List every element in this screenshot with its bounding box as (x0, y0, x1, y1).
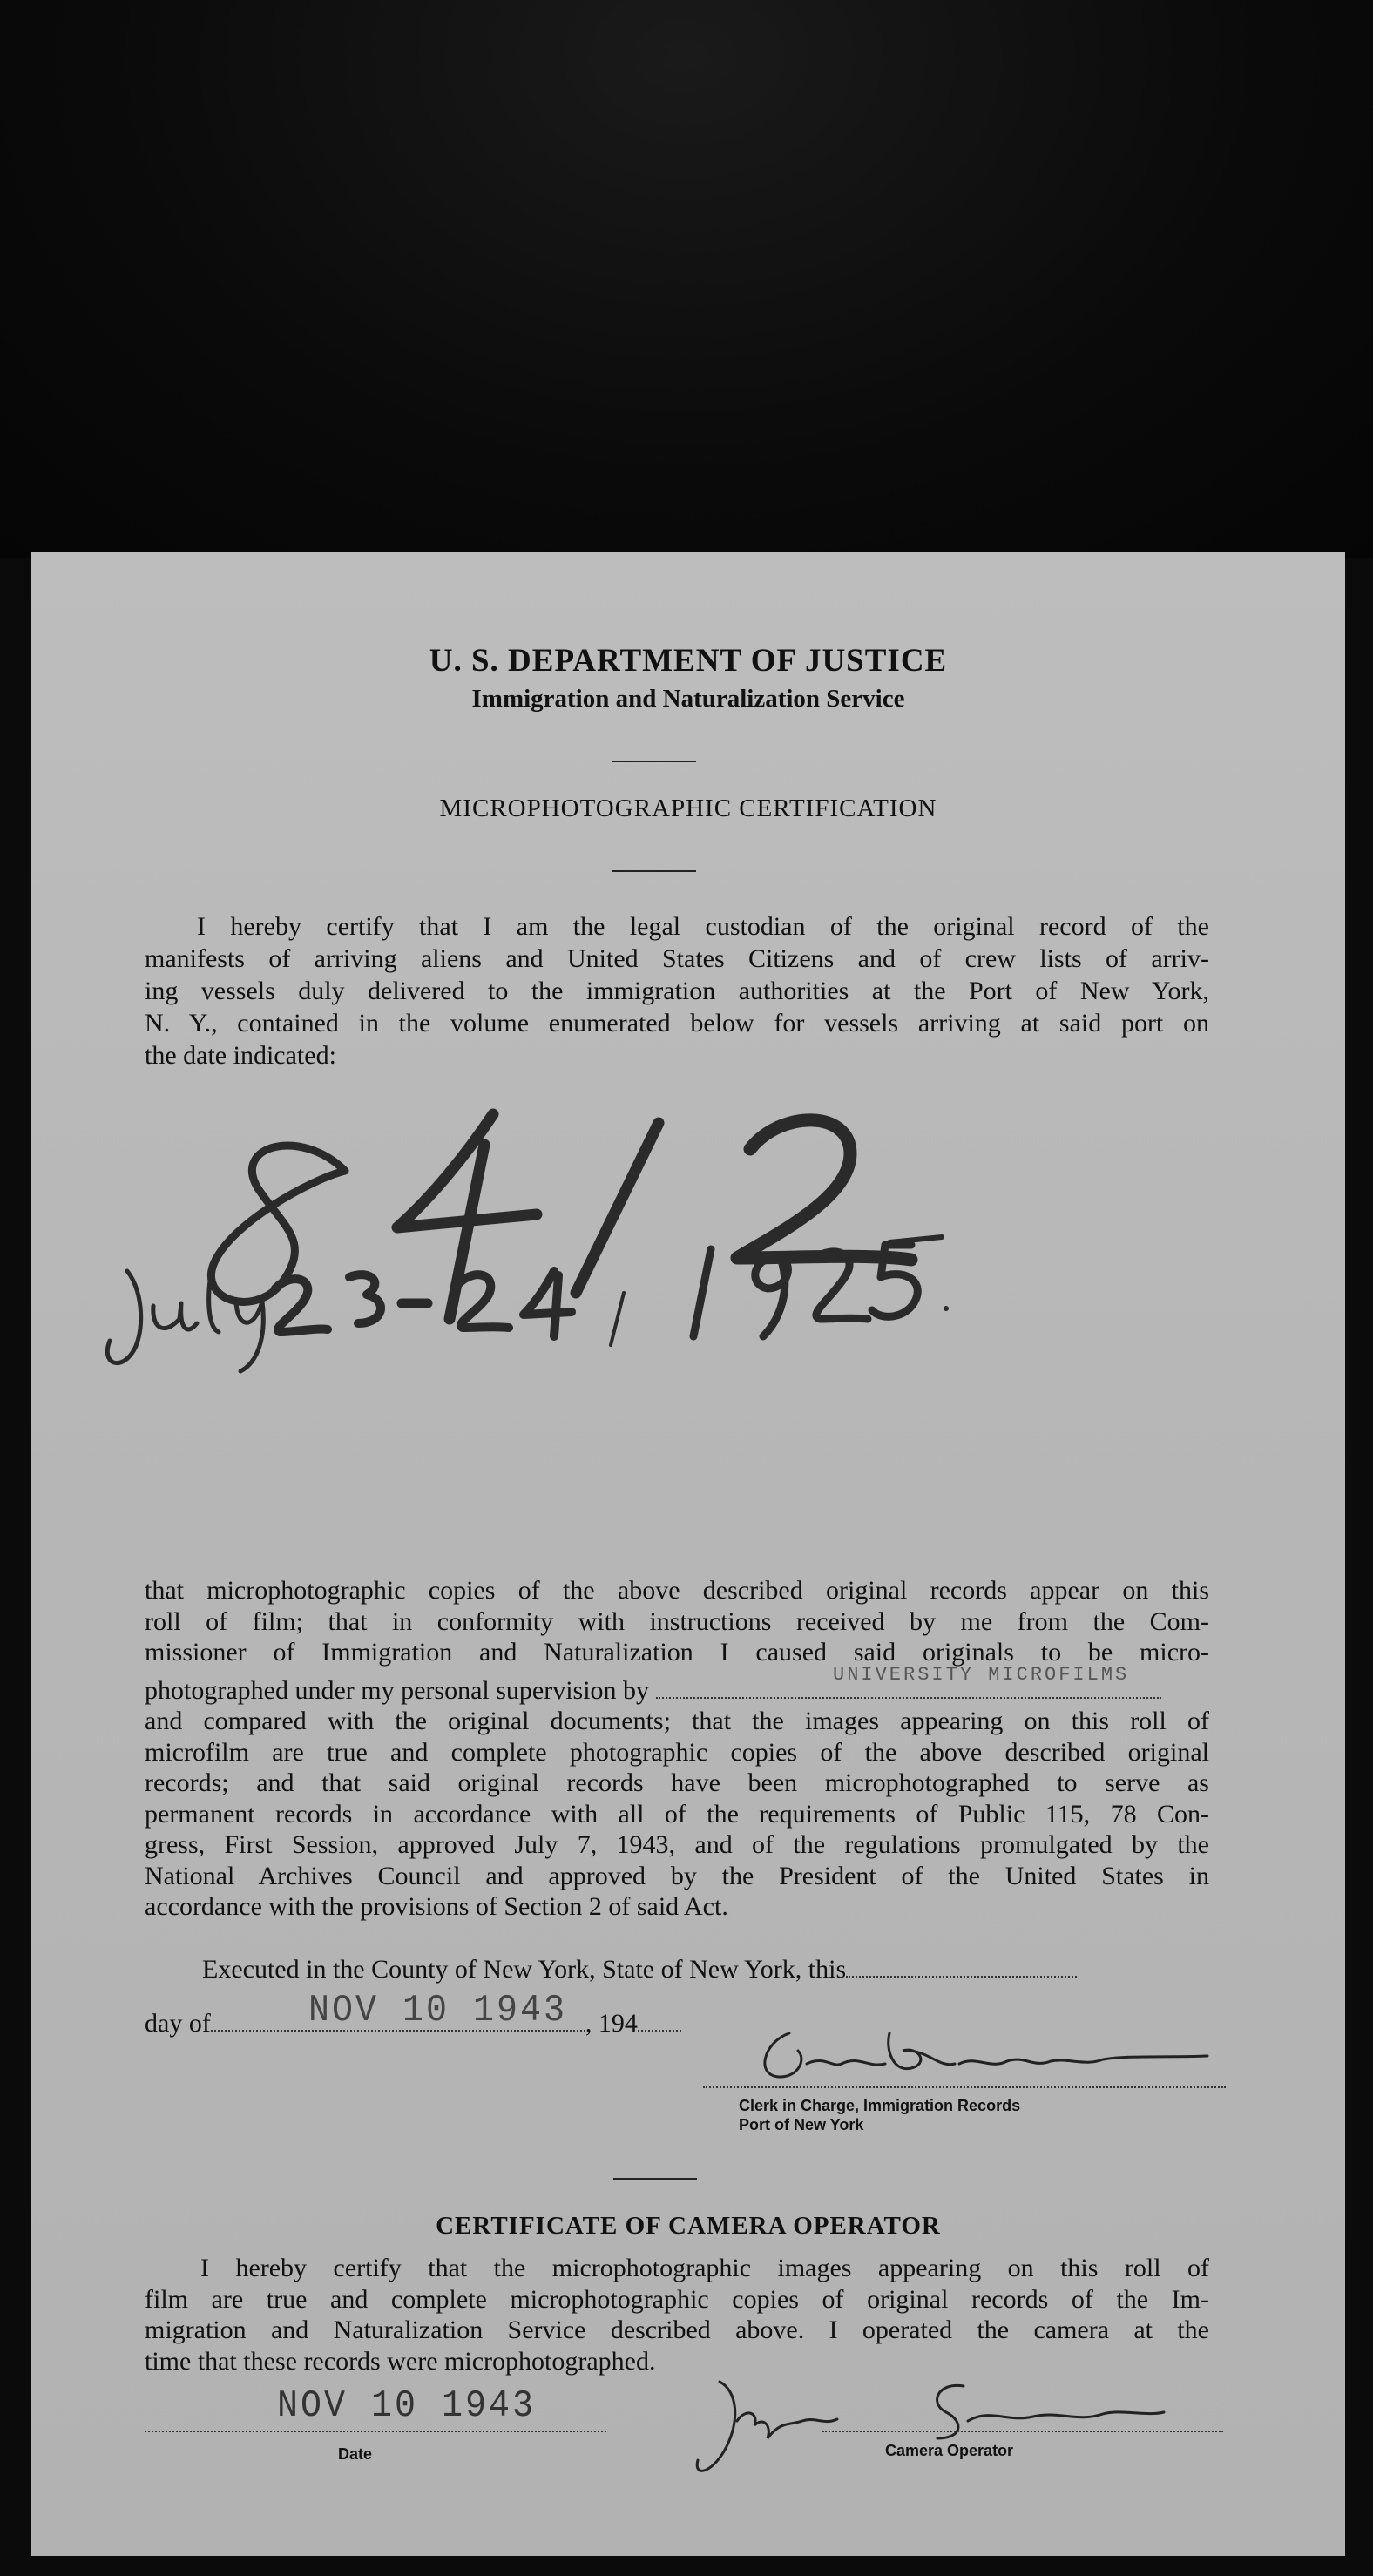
camera-date-stamp: NOV 10 1943 (277, 2384, 537, 2429)
clerk-title: Clerk in Charge, Immigration Records (739, 2097, 1021, 2114)
intro-line: manifests of arriving aliens and United States Citizens and of crew lists of arriv- (145, 944, 1209, 973)
intro-line: the date indicated: (145, 1041, 336, 1070)
executed-text: Executed in the County of New York, State of New York, this (202, 1955, 847, 1984)
supervisor-stamp: UNIVERSITY MICROFILMS (833, 1663, 1130, 1686)
camera-operator-heading: CERTIFICATE OF CAMERA OPERATOR (436, 2212, 941, 2240)
header-divider (612, 761, 696, 762)
body-line: accordance with the provisions of Section 2 of said Act. (145, 1892, 728, 1921)
intro-paragraph (145, 910, 1209, 1072)
clerk-location: Port of New York (739, 2116, 864, 2133)
certification-paragraph (145, 1575, 1209, 1923)
service-subheading: Immigration and Naturalization Service (471, 685, 905, 713)
camera-operator-label: Camera Operator (885, 2442, 1014, 2459)
body-line: roll of film; that in conformity with instructions received by me from the Com- (145, 1606, 1209, 1636)
body-line: microfilm are true and complete photographic copies of the above described original (145, 1737, 1209, 1767)
body-line: records; and that said original records have been microphotographed to serve as (145, 1768, 1209, 1797)
body-line: that microphotographic copies of the above described original records appear on this (145, 1576, 1209, 1605)
certificate-page (31, 552, 1345, 2556)
executed-line (202, 1955, 1077, 1984)
clerk-signature (746, 2016, 1216, 2094)
body-line: permanent records in accordance with all of the requirements of Public 115, 78 Con- (145, 1799, 1209, 1829)
date-label: Date (338, 2445, 373, 2463)
film-leader-dark-area (0, 0, 1373, 558)
camera-line: film are true and complete microphotographic copies of original records of the Im- (145, 2284, 1209, 2314)
clerk-signature-line (703, 2086, 1226, 2088)
camera-operator-signature (676, 2369, 1216, 2491)
camera-paragraph (145, 2253, 1209, 2377)
executed-date-stamp: NOV 10 1943 (308, 1989, 568, 2033)
department-heading: U. S. DEPARTMENT OF JUSTICE (429, 643, 948, 679)
camera-date-line (145, 2431, 606, 2432)
executed-day-blank (846, 1957, 1077, 1978)
section-divider (613, 2178, 697, 2180)
body-line: and compared with the original documents; that the images appearing on this roll of (145, 1707, 1209, 1735)
camera-line: time that these records were microphotographed. (145, 2346, 656, 2376)
camera-line: I hereby certify that the microphotographic images appearing on this roll of (200, 2254, 1209, 2282)
intro-line: N. Y., contained in the volume enumerated below for vessels arriving at said port on (145, 1009, 1209, 1038)
intro-line: I hereby certify that I am the legal custodian of the original record of the (197, 912, 1209, 941)
body-line: National Archives Council and approved by the President of the United States in (145, 1861, 1209, 1890)
handwritten-volume-and-date (84, 1075, 1338, 1389)
day-of-label: day of (145, 2009, 211, 2038)
body-line: photographed under my personal supervision by (145, 1675, 650, 1705)
camera-line: migration and Naturalization Service described above. I operated the camera at the (145, 2316, 1209, 2344)
supervision-line (145, 1663, 1209, 1707)
form-title: MICROPHOTOGRAPHIC CERTIFICATION (439, 794, 937, 822)
body-line: missioner of Immigration and Naturalization I caused said originals to be micro- (145, 1638, 1209, 1667)
body-line: gress, First Session, approved July 7, 1943, and of the regulations promulgated by the (145, 1830, 1209, 1859)
year-blank (638, 2011, 681, 2032)
title-divider (612, 870, 696, 872)
year-suffix: , 194 (585, 2009, 638, 2038)
camera-operator-signature-line (822, 2431, 1223, 2432)
intro-line: ing vessels duly delivered to the immigration authorities at the Port of New York, (145, 977, 1209, 1005)
